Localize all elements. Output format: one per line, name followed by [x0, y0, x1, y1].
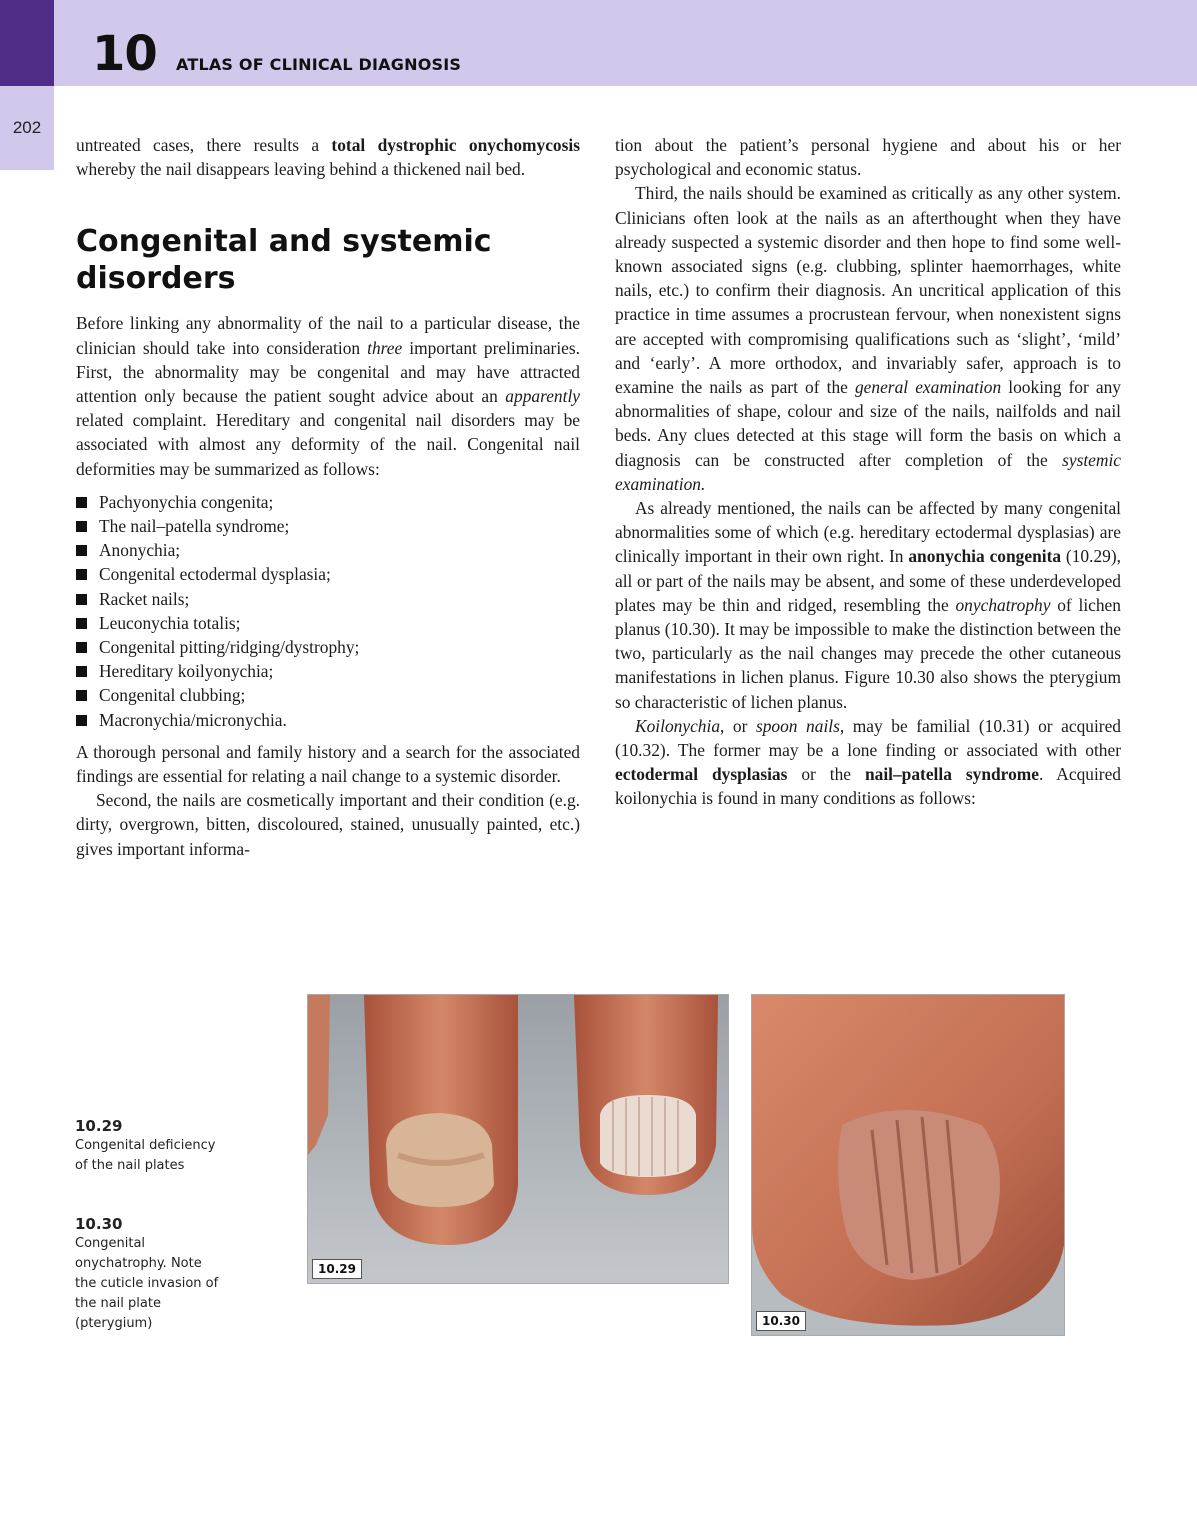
list-item: Congenital clubbing;	[76, 683, 580, 707]
body-paragraph	[76, 788, 580, 861]
list-item: Congenital ectodermal dysplasia;	[76, 562, 580, 586]
page-number: 202	[12, 118, 42, 137]
figure-label: 10.29	[312, 1259, 362, 1279]
list-item: Racket nails;	[76, 587, 580, 611]
right-column	[615, 133, 1121, 811]
caption-text: Congenital deficiency of the nail plates	[75, 1138, 216, 1173]
text-run: whereby the nail disappears leaving behind a thickened nail bed.	[76, 159, 526, 180]
text-run: untreated cases, there results a	[76, 135, 332, 155]
text-run: Before linking any abnormality of the nail to a particular disease, the clinician should take into consideration	[76, 313, 580, 358]
body-paragraph	[615, 496, 1121, 714]
chapter-tab	[0, 0, 54, 86]
body-paragraph	[76, 740, 580, 788]
text-run: of lichen planus (10.30). It may be impossible to make the distinction between the two, particularly as the nail changes may precede the other cutaneous manifestations in lichen planus. Figure 10.30 also shows the pterygium so characteristic of lichen planus.	[615, 594, 1121, 712]
list-item: Pachyonychia congenita;	[76, 490, 580, 514]
body-paragraph	[615, 714, 1121, 811]
caption-text: Congenital onychatrophy. Note the cuticle invasion of the nail plate (pterygium)	[75, 1236, 219, 1331]
text-run: , or	[720, 715, 756, 736]
italic-term: Koilonychia	[635, 715, 721, 736]
intro-paragraph	[76, 133, 580, 181]
nail-photo-right	[752, 995, 1064, 1335]
nail-photo-left	[308, 995, 728, 1283]
text-run: A thorough personal and family history and a search for the associated findings are essential for relating a nail change to a systemic disorder.	[76, 741, 580, 787]
section-heading: Congenital and systemic disorders	[76, 224, 492, 297]
list-item: Leuconychia totalis;	[76, 611, 580, 635]
text-run: related complaint. Hereditary and congenital nail disorders may be associated with almost any deformity of the nail. Congenital nail deformities may be summarized as follows:	[76, 410, 580, 479]
italic-term: three	[367, 337, 403, 358]
italic-term: onychatrophy	[955, 594, 1051, 615]
bold-term: total dystrophic onychomycosis	[331, 135, 580, 155]
list-item: Anonychia;	[76, 538, 580, 562]
list-item: Congenital pitting/ridging/dystrophy;	[76, 635, 580, 659]
list-item: Hereditary koilyonychia;	[76, 659, 580, 683]
text-run: important preliminaries. First, the abnormality may be congenital and may have attracted attention only because the patient sought advice about an	[76, 337, 580, 407]
caption-number: 10.29	[75, 1117, 123, 1135]
italic-term: general examination	[854, 377, 1002, 398]
figure-10-30-photo	[751, 994, 1065, 1336]
italic-term: apparently	[505, 386, 580, 407]
bold-term: anonychia congenita	[908, 546, 1062, 567]
bold-term: nail–patella syndrome	[864, 764, 1039, 785]
italic-term: systemic examination.	[615, 449, 1121, 494]
chapter-number: 10	[92, 26, 157, 82]
left-column	[76, 133, 580, 861]
text-run: (10.29), all or part of the nails may be absent, and some of these underdeveloped plates may be thin and ridged, resembling the	[615, 546, 1121, 615]
text-run: looking for any abnormalities of shape, colour and size of the nails, nailfolds and nail beds. Any clues detected at this stage will form the basis on which a diagnosis can be constructed after completion of the	[615, 377, 1122, 470]
figure-caption	[75, 1116, 225, 1176]
text-run: , may be familial (10.31) or acquired (10.32). The former may be a lone finding or associated with other	[615, 715, 1122, 761]
list-item: Macronychia/micronychia.	[76, 708, 580, 732]
body-paragraph	[615, 133, 1121, 181]
body-paragraph	[615, 181, 1121, 496]
figure-10-29-photo	[307, 994, 729, 1284]
text-run: Second, the nails are cosmetically important and their condition (e.g. dirty, overgrown, bitten, discoloured, stained, unusually painted, etc.) gives important informa-	[76, 790, 580, 859]
caption-number: 10.30	[75, 1215, 123, 1233]
text-run: tion about the patient’s personal hygiene and about his or her psychological and economic status.	[615, 135, 1121, 180]
text-run: or the	[787, 764, 865, 785]
text-run: As already mentioned, the nails can be affected by many congenital abnormalities some of which (e.g. hereditary ectodermal dysplasias) are clinically important in their own right. In	[615, 498, 1121, 567]
congenital-list	[76, 490, 580, 732]
italic-term: spoon nails	[755, 715, 840, 736]
figure-caption	[75, 1214, 225, 1334]
bold-term: ectodermal dysplasias	[615, 764, 788, 785]
list-item: The nail–patella syndrome;	[76, 514, 580, 538]
text-run: Third, the nails should be examined as critically as any other system. Clinicians often look at the nails as an afterthought when they have already suspected a systemic disorder and then hope to find some well-known associated signs (e.g. clubbing, splinter haemorrhages, white nails, etc.) to confirm their diagnosis. An uncritical application of this practice in time assumes a procrustean fervour, when nonexistent signs are accepted with compromising qualifications such as ‘slight’, ‘mild’ and ‘early’. A more orthodox, and invariably safer, approach is to examine the nails as part of the	[615, 183, 1121, 398]
text-run: . Acquired koilonychia is found in many conditions as follows:	[615, 764, 1122, 809]
chapter-title: ATLAS OF CLINICAL DIAGNOSIS	[176, 55, 462, 74]
body-paragraph	[76, 311, 580, 480]
figure-label: 10.30	[756, 1311, 806, 1331]
